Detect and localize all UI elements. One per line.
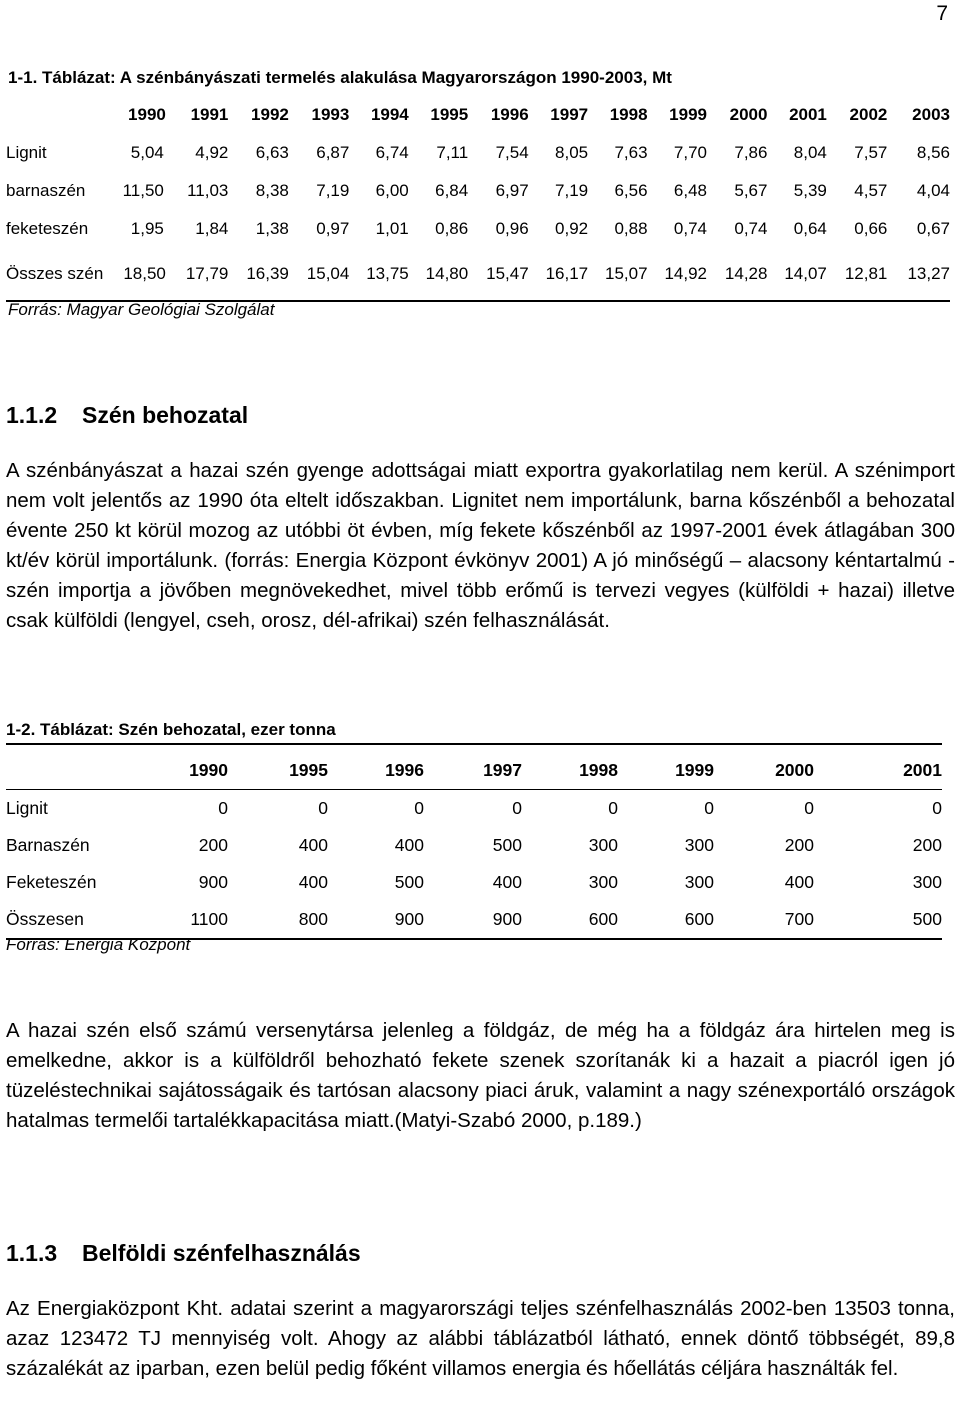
table1-cell: 0,67 <box>916 219 950 238</box>
table2-year: 1997 <box>424 744 522 790</box>
table2-cell: 0 <box>414 798 424 818</box>
table1-row-label: feketeszén <box>6 219 89 238</box>
table1-cell: 15,04 <box>289 248 349 301</box>
table1-cell: 4,57 <box>854 181 888 200</box>
table2-row-label: Összesen <box>6 901 126 939</box>
table2-cell: 900 <box>198 872 228 892</box>
table1-cell: 12,81 <box>827 248 887 301</box>
table1-cell: 5,67 <box>734 181 768 200</box>
table1-cell: 11,03 <box>187 181 229 200</box>
table1-year: 1991 <box>190 105 229 124</box>
table2-year: 1996 <box>328 744 424 790</box>
table2-cell: 200 <box>198 835 228 855</box>
table2-cell: 400 <box>784 872 814 892</box>
table1-cell: 7,19 <box>555 181 589 200</box>
table1-cell: 0,96 <box>495 219 529 238</box>
table2-year: 2001 <box>814 744 942 790</box>
table2-cell: 300 <box>588 872 618 892</box>
table2-cell: 800 <box>228 901 328 939</box>
table2-cell: 400 <box>298 835 328 855</box>
table2-row-label: Barnaszén <box>6 835 90 855</box>
table2-row-label: Lignit <box>6 798 48 818</box>
table1-row-total <box>6 248 950 301</box>
table2-cell: 300 <box>684 835 714 855</box>
table1-cell: 14,28 <box>707 248 767 301</box>
table1-cell: 7,86 <box>734 143 768 162</box>
table1-cell: 18,50 <box>108 248 165 301</box>
table2-row-feketeszen <box>6 864 942 901</box>
table2-cell: 400 <box>298 872 328 892</box>
paragraph-domestic-use: Az Energiaközpont Kht. adatai szerint a magyarországi teljes szénfelhasználás 2002-ben 13503 tonna, azaz 123472 TJ mennyiség volt. Ahogy az alábbi táblázatból látható, ennek döntő többségét, 89,8 százalékát az iparban, ezen belül pedig főként villamos energia és hőellátás céljára használták fel. <box>6 1297 955 1380</box>
table2 <box>6 743 942 940</box>
table1-year: 1992 <box>251 105 289 124</box>
table1-cell: 0,64 <box>793 219 827 238</box>
section-number: 1.1.2 <box>6 402 58 428</box>
table2-cell: 300 <box>588 835 618 855</box>
table1 <box>6 96 950 302</box>
table1-year: 1996 <box>490 105 529 124</box>
table1-cell: 0,66 <box>854 219 888 238</box>
table1-cell: 15,07 <box>588 248 647 301</box>
table1-cell: 6,87 <box>316 143 350 162</box>
table2-cell: 200 <box>784 835 814 855</box>
table1-cell: 7,57 <box>854 143 888 162</box>
table1-cell: 7,54 <box>495 143 529 162</box>
section-number: 1.1.3 <box>6 1240 58 1266</box>
section-title: Belföldi szénfelhasználás <box>82 1240 361 1266</box>
table1-cell: 5,04 <box>130 143 164 162</box>
table1-year: 2002 <box>849 105 888 124</box>
table2-row-total <box>6 901 942 939</box>
table2-year: 2000 <box>714 744 814 790</box>
table1-row-label: barnaszén <box>6 181 86 200</box>
table1-cell: 14,07 <box>767 248 826 301</box>
table2-caption: 1-2. Táblázat: Szén behozatal, ezer tonna <box>6 720 336 739</box>
table1-year: 2001 <box>789 105 827 124</box>
table1-cell: 7,19 <box>316 181 350 200</box>
table1-cell: 0,88 <box>614 219 648 238</box>
table2-row-label: Feketeszén <box>6 872 97 892</box>
page-number: 7 <box>936 2 948 25</box>
table2-cell: 0 <box>704 798 714 818</box>
table1-cell: 0,74 <box>734 219 768 238</box>
table2-cell: 600 <box>522 901 618 939</box>
table2-cell: 0 <box>218 798 228 818</box>
table2-cell: 200 <box>912 835 942 855</box>
paragraph-competition: A hazai szén első számú versenytársa jelenleg a földgáz, de még ha a földgáz ára hirtelen meg is emelkedne, akkor is a külföldről behozható fekete szenek szorítanák ki a hazait a piacról igen jó tüzeléstechnikai sajátosságaik és tartósan alacsony piaci áruk, valamint a nagy szénexportáló országok hatalmas termelői tartalékkapacitása miatt.(Matyi-Szabó 2000, p.189.) <box>6 1019 955 1132</box>
table1-cell: 0,97 <box>316 219 350 238</box>
table1-cell: 8,04 <box>793 143 827 162</box>
table1-cell: 4,04 <box>916 181 950 200</box>
table2-cell: 900 <box>328 901 424 939</box>
table1-cell: 14,92 <box>648 248 707 301</box>
section-title: Szén behozatal <box>82 402 249 428</box>
table1-cell: 6,84 <box>435 181 469 200</box>
table1-row-label: Lignit <box>6 143 47 162</box>
table1-cell: 6,56 <box>614 181 648 200</box>
table2-year: 1999 <box>618 744 714 790</box>
section-heading-1-1-2 <box>6 402 248 429</box>
table2-cell: 300 <box>684 872 714 892</box>
table2-cell: 500 <box>394 872 424 892</box>
table1-cell: 14,80 <box>409 248 468 301</box>
table1-cell: 11,50 <box>122 181 164 200</box>
table2-cell: 600 <box>618 901 714 939</box>
table1-cell: 1,95 <box>130 219 164 238</box>
table1-cell: 8,56 <box>916 143 950 162</box>
table1-cell: 6,74 <box>375 143 409 162</box>
table1-header-row <box>6 96 950 134</box>
table2-cell: 0 <box>608 798 618 818</box>
table1-cell: 0,92 <box>555 219 589 238</box>
table2-cell: 0 <box>804 798 814 818</box>
table2-cell: 400 <box>492 872 522 892</box>
table1-year: 1997 <box>550 105 589 124</box>
table1-row-lignit <box>6 134 950 172</box>
table1-year: 2000 <box>729 105 768 124</box>
table2-cell: 900 <box>424 901 522 939</box>
table1-cell: 8,05 <box>555 143 589 162</box>
table1-cell: 13,75 <box>349 248 408 301</box>
table1-cell: 8,38 <box>255 181 289 200</box>
table2-source: Forrás: Energia Központ <box>6 935 191 954</box>
table2-year: 1998 <box>522 744 618 790</box>
table1-cell: 16,17 <box>529 248 588 301</box>
table1-year: 1994 <box>370 105 409 124</box>
table1-cell: 5,39 <box>793 181 827 200</box>
table2-year: 1995 <box>228 744 328 790</box>
table2-cell: 1100 <box>126 901 228 939</box>
table1-year: 1995 <box>430 105 469 124</box>
table1-year: 1998 <box>609 105 648 124</box>
table1-cell: 1,84 <box>195 219 229 238</box>
table1-row-label: Összes szén <box>6 248 108 301</box>
table1-year: 1999 <box>669 105 707 124</box>
table1-cell: 16,39 <box>228 248 288 301</box>
table2-cell: 0 <box>318 798 328 818</box>
table2-cell: 0 <box>932 798 942 818</box>
table1-year: 1993 <box>311 105 350 124</box>
table1-row-barnaszen <box>6 172 950 210</box>
table1-cell: 15,47 <box>468 248 528 301</box>
table1-cell: 4,92 <box>195 143 229 162</box>
paragraph-import: A szénbányászat a hazai szén gyenge adottságai miatt exportra gyakorlatilag nem kerül. A szénimport nem volt jelentős az 1990 óta eltelt időszakban. Lignitet nem importálunk, barna kőszénből a behozatal évente 250 kt körül mozog az utóbbi öt évben, míg fekete kőszénből az 1997-2001 évek átlagában 300 kt/év körül importálunk. (forrás: Energia Központ évkönyv 2001) A jó minőségű – alacsony kéntartalmú - szén importja a jövőben megnövekedhet, mivel több erőmű is tervezi vegyes (külföldi + hazai) illetve csak külföldi (lengyel, cseh, orosz, dél-afrikai) szén felhasználását. <box>6 459 955 632</box>
table1-cell: 6,00 <box>375 181 409 200</box>
table2-cell: 500 <box>492 835 522 855</box>
table2-header-row <box>6 744 942 790</box>
table1-cell: 0,86 <box>435 219 469 238</box>
table2-cell: 500 <box>814 901 942 939</box>
table1-row-feketeszen <box>6 210 950 248</box>
table1-cell: 7,70 <box>673 143 707 162</box>
table1-cell: 6,63 <box>255 143 289 162</box>
table1-source: Forrás: Magyar Geológiai Szolgálat <box>8 300 275 319</box>
table1-year: 1990 <box>128 105 166 124</box>
table1-cell: 13,27 <box>887 248 950 301</box>
table2-year: 1990 <box>126 744 228 790</box>
table1-cell: 17,79 <box>166 248 229 301</box>
table2-cell: 300 <box>912 872 942 892</box>
table1-cell: 1,01 <box>375 219 409 238</box>
table1-cell: 6,97 <box>495 181 529 200</box>
table1-cell: 7,11 <box>436 143 469 162</box>
table2-row-lignit <box>6 790 942 828</box>
section-heading-1-1-3 <box>6 1240 361 1267</box>
table2-cell: 400 <box>394 835 424 855</box>
table1-caption: 1-1. Táblázat: A szénbányászati termelés alakulása Magyarországon 1990-2003, Mt <box>8 68 672 87</box>
table1-cell: 0,74 <box>673 219 707 238</box>
table1-cell: 1,38 <box>255 219 289 238</box>
table1-cell: 7,63 <box>614 143 648 162</box>
table2-cell: 700 <box>714 901 814 939</box>
table1-year: 2003 <box>912 105 950 124</box>
table1-cell: 6,48 <box>673 181 707 200</box>
table2-cell: 0 <box>512 798 522 818</box>
table2-row-barnaszen <box>6 827 942 864</box>
